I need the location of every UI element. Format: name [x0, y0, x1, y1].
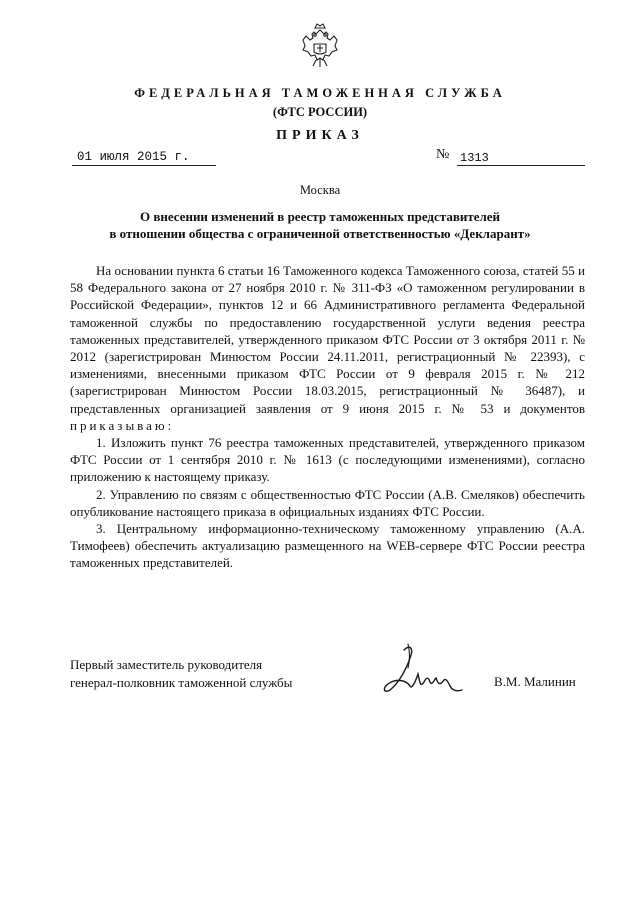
order-number: 1313 [460, 151, 489, 165]
signatory-title [70, 656, 292, 692]
document-type: ПРИКАЗ [276, 128, 364, 143]
order-title-line-1: О внесении изменений в реестр таможенных представителей [139, 209, 501, 224]
number-underline [457, 165, 585, 166]
intro-text: На основании пункта 6 статьи 16 Таможенного кодекса Таможенного союза, статей 55 и 58 Федерального закона от 27 ноября 2010 г. № 311-ФЗ «О таможенном регулировании в Российской Федерации», пунктов 12 и 66 Административного регламента Федеральной таможенной службы по предоставлению государственной услуги ведения реестра таможенных представителей, утвержденного приказом ФТС России от 3 октября 2011 г. № 2012 (зарегистрирован Минюстом России 24.11.2011, регистрационный № 22393), с изменениями, внесенными приказом ФТС России от 9 февраля 2015 г. № 212 (зарегистрирован Минюстом России 18.03.2015, регистрационный № 36487), и представленных организацией заявления от 9 июня 2015 г. № 53 и документов [70, 263, 585, 416]
signatory-title-line-2: генерал-полковник таможенной службы [70, 675, 293, 690]
signer-name: В.М. Малинин [494, 674, 576, 689]
item-2: 2. Управлению по связям с общественностью ФТС России (А.В. Смеляков) обеспечить опубликование настоящего приказа в официальных изданиях ФТС России. [70, 486, 585, 519]
order-word: приказываю: [70, 417, 175, 433]
agency-name: ФЕДЕРАЛЬНАЯ ТАМОЖЕННАЯ СЛУЖБА [134, 86, 506, 100]
item-3: 3. Центральному информационно-техническому таможенному управлению (А.А. Тимофеев) обеспечить актуализацию размещенного на WEB-сервере ФТС России реестра таможенных представителей. [70, 521, 585, 571]
intro-paragraph [70, 262, 585, 434]
order-number-label: № [436, 147, 450, 162]
handwritten-signature [380, 640, 468, 706]
russian-coat-of-arms-icon [300, 22, 340, 70]
order-date: 01 июля 2015 г. [77, 150, 190, 164]
signatory-title-line-1: Первый заместитель руководителя [70, 657, 263, 672]
agency-short-name: (ФТС РОССИИ) [272, 105, 368, 119]
order-body [70, 262, 585, 572]
item-1: 1. Изложить пункт 76 реестра таможенных представителей, утвержденного приказом ФТС России от 1 сентября 2010 г. № 1613 (с последующими изменениями), согласно приложению к настоящему приказу. [70, 435, 585, 485]
order-title [60, 208, 580, 242]
city: Москва [299, 183, 341, 197]
order-title-line-2: в отношении общества с ограниченной ответственностью «Декларант» [109, 226, 531, 241]
date-underline [72, 165, 216, 166]
